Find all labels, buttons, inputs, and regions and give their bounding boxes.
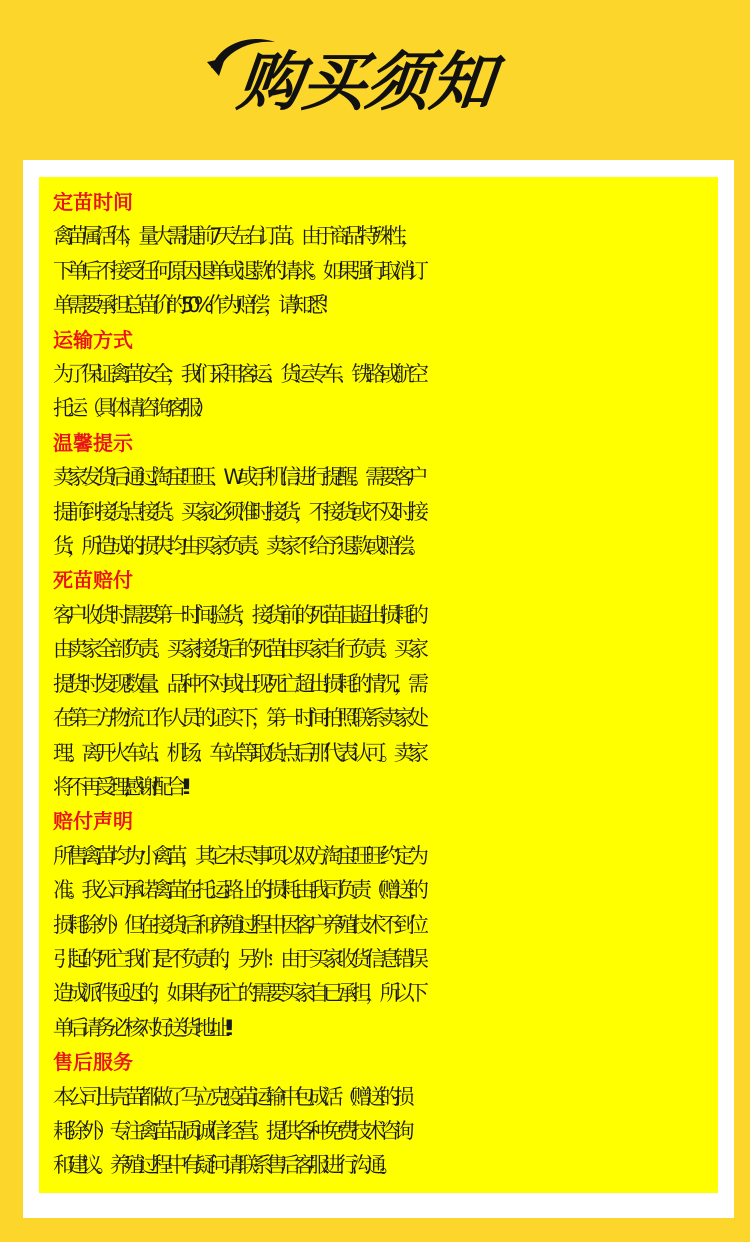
section-title: 定苗时间 (53, 190, 133, 214)
section-text-line: 单需要承担总苗价的50%作为赔偿，请知悉！ (53, 293, 335, 318)
section-ordering-time (53, 185, 713, 323)
section-text-line: 为了保证禽苗安全，我们采用客运、货运专车、铁路或航空 (53, 362, 423, 387)
section-dead-chick-compensation (53, 563, 713, 804)
section-text-line: 禽苗属活体，量大需提前7天左右订苗。由于商品特殊性， (53, 224, 415, 249)
section-title: 死苗赔付 (53, 568, 133, 593)
page-title: 购买须知 (234, 46, 498, 120)
section-text-line: 下单后不接受任何原因退单或退款的请求。如果强行取消订 (53, 258, 423, 283)
section-after-sales (53, 1045, 713, 1183)
section-text-line: 提前到接货点接货。买家必须准时接货，不接货或不及时接 (53, 499, 423, 524)
section-shipping-method (53, 323, 713, 426)
section-text-line: 耗除外）专注禽苗品质,诚信经营。提供各种免费技术咨询 (53, 1118, 408, 1143)
section-text-line: 单后请务必核对好送货地址!!! (53, 1015, 229, 1040)
section-text-line: 由卖家全部负责。买家接货后的死苗由买家自行负责。买家 (53, 637, 423, 662)
section-compensation-statement (53, 804, 713, 1045)
section-text-line: 引起的死亡我们是不负责的，另外：由于买家收货信息错误 (53, 946, 423, 971)
section-text-line: 卖家发货后通过淘宝旺旺、W或手机信进行提醒。需要客户 (53, 465, 422, 490)
section-reminder (53, 426, 713, 564)
section-text-line: 和建议。养殖过程中有疑问请联系售后客服进行沟通。 (53, 1153, 394, 1178)
section-text-line: 货，所造成的损失均由买家负责。卖家不给予退款或赔偿。 (53, 534, 423, 559)
section-text-line: 理。离开火车站、机场、车站等取货点后那代表认可。卖家 (53, 740, 423, 765)
header-banner (0, 0, 750, 160)
notice-content (53, 185, 713, 1183)
section-text-line: 客户收货时需要第一时间验货，接货前的死苗且超出损耗的 (53, 602, 423, 627)
section-text-line: 本公司出壳苗都做了马立克疫苗,运输中包成活（赠送的损 (53, 1084, 408, 1109)
section-title: 运输方式 (53, 327, 133, 352)
section-text-line: 造成派件延迟的，如果有死亡的需要买家自已承担，所以下 (53, 981, 423, 1006)
section-text-line: 所售禽苗均为小禽苗，其它未尽事项以双方淘宝旺旺约定为 (53, 843, 423, 868)
section-text-line: 将不再受理,感谢配合!!! (53, 774, 186, 799)
notice-card (39, 177, 718, 1193)
section-title: 赔付声明 (53, 809, 133, 834)
section-text-line: 提货时发现数量、品种不对或出现死亡超出损耗的情况，需 (53, 671, 423, 696)
section-title: 售后服务 (53, 1050, 133, 1075)
section-text-line: 在第三方物流工作人员的证实下，第一时间拍照联系卖家处 (53, 706, 423, 731)
section-text-line: 托运（具体请咨询客服） (53, 396, 210, 421)
section-text-line: 损耗除外）但在接货后和养殖过程中因客户养殖技术不到位 (53, 912, 423, 937)
section-text-line: 准。我公司承诺禽苗在托运路上的损耗由我司负责（赠送的 (53, 878, 423, 903)
section-title: 温馨提示 (53, 430, 133, 455)
